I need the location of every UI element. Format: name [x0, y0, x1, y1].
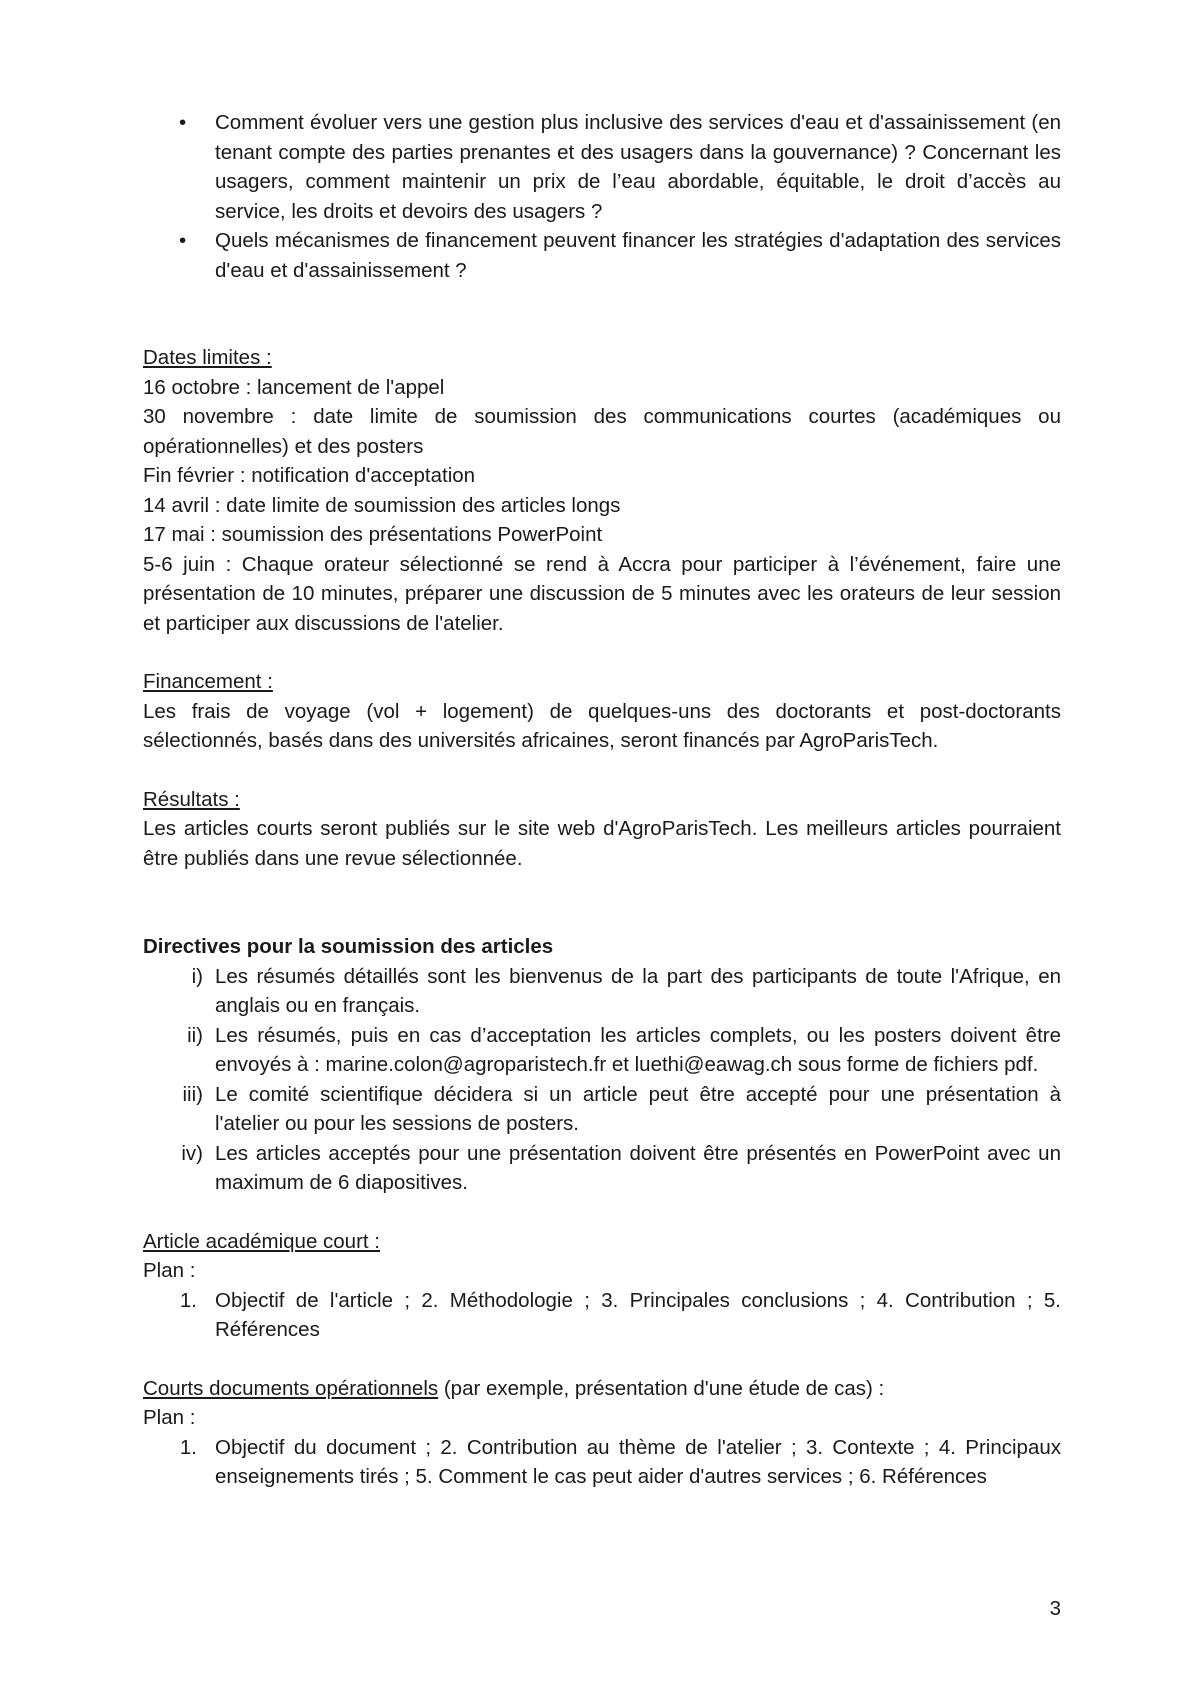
- list-item: [143, 108, 1061, 226]
- date-item: 30 novembre : date limite de soumission des communications courtes (académiques ou opérationnelles) et des posters: [143, 405, 1061, 458]
- date-item: 14 avril : date limite de soumission des articles longs: [143, 493, 621, 517]
- financement-heading: Financement :: [143, 670, 273, 693]
- directive-text: Les articles acceptés pour une présentation doivent être présentés en PowerPoint avec un maximum de 6 diapositives.: [215, 1141, 1061, 1194]
- date-item: Fin février : notification d'acceptation: [143, 464, 476, 487]
- article-academique-heading: Article académique court :: [143, 1229, 381, 1253]
- list-marker: 1.: [179, 1435, 197, 1459]
- list-item: [143, 962, 1061, 1021]
- list-marker: iv): [181, 1141, 203, 1165]
- date-item: 5-6 juin : Chaque orateur sélectionné se rend à Accra pour participer à l’événement, faire une présentation de 10 minutes, préparer une discussion de 5 minutes avec les orateurs de leur session et participer aux discussions de l'atelier.: [143, 552, 1061, 635]
- financement-text: Les frais de voyage (vol + logement) de quelques-uns des doctorants et post-doctorants sélectionnés, basés dans des universités africaines, seront financés par AgroParisTech.: [143, 699, 1061, 752]
- bullet-icon: •: [179, 229, 187, 252]
- plan-label: Plan :: [143, 1259, 196, 1282]
- bullet-icon: •: [179, 111, 187, 134]
- dates-heading: Dates limites :: [143, 346, 272, 369]
- resultats-heading: Résultats :: [143, 787, 240, 811]
- directives-heading: Directives pour la soumission des articles: [143, 935, 554, 958]
- page-number: 3: [1049, 1597, 1061, 1620]
- plan-list: [143, 1433, 1061, 1492]
- list-marker: 1.: [179, 1288, 197, 1312]
- documents-operationnels-heading: Courts documents opérationnels: [143, 1376, 439, 1400]
- dates-section: [143, 343, 1061, 638]
- directive-text: Les résumés détaillés sont les bienvenus de la part des participants de toute l'Afrique, en anglais ou en français.: [215, 964, 1061, 1017]
- directive-text: Les résumés, puis en cas d’acceptation les articles complets, ou les posters doivent être envoyés à : marine.colon@agroparistech.fr et luethi@eawag.ch sous forme de fichiers pdf.: [215, 1023, 1061, 1076]
- list-item: [143, 226, 1061, 285]
- questions-list: [143, 108, 1061, 285]
- documents-operationnels-heading-suffix: (par exemple, présentation d'une étude de cas) :: [438, 1376, 885, 1400]
- date-item: 16 octobre : lancement de l'appel: [143, 375, 445, 399]
- list-item: [143, 1286, 1061, 1345]
- list-marker: iii): [182, 1082, 203, 1106]
- plan-label: Plan :: [143, 1406, 196, 1429]
- list-item: [143, 1021, 1061, 1080]
- plan-text: Objectif de l'article ; 2. Méthodologie ; 3. Principales conclusions ; 4. Contribution ; 5. Références: [215, 1288, 1061, 1341]
- question-text: Comment évoluer vers une gestion plus inclusive des services d'eau et d'assainissement (en tenant compte des parties prenantes et des usagers dans la gouvernance) ? Concernant les usagers, comment maintenir un prix de l’eau abordable, équitable, le droit d’accès au service, les droits et devoirs des usagers ?: [215, 111, 1061, 223]
- directive-text: Le comité scientifique décidera si un article peut être accepté pour une présentation à l'atelier ou pour les sessions de posters.: [215, 1082, 1061, 1135]
- directives-list: [143, 962, 1061, 1198]
- financement-section: [143, 667, 1061, 756]
- date-item: 17 mai : soumission des présentations PowerPoint: [143, 523, 603, 546]
- documents-operationnels-heading-line: [143, 1374, 1061, 1404]
- plan-list: [143, 1286, 1061, 1345]
- list-item: [143, 1139, 1061, 1198]
- list-marker: ii): [187, 1023, 203, 1047]
- documents-operationnels-section: [143, 1374, 1061, 1492]
- list-marker: i): [191, 964, 203, 988]
- list-item: [143, 1080, 1061, 1139]
- page-content: [143, 108, 1061, 1492]
- plan-text: Objectif du document ; 2. Contribution au thème de l'atelier ; 3. Contexte ; 4. Principaux enseignements tirés ; 5. Comment le cas peut aider d'autres services ; 6. Références: [215, 1435, 1061, 1488]
- list-item: [143, 1433, 1061, 1492]
- resultats-text: Les articles courts seront publiés sur le site web d'AgroParisTech. Les meilleurs articles pourraient être publiés dans une revue sélectionnée.: [143, 817, 1061, 870]
- resultats-section: [143, 785, 1061, 874]
- directives-section: [143, 932, 1061, 1198]
- article-academique-section: [143, 1227, 1061, 1345]
- question-text: Quels mécanismes de financement peuvent financer les stratégies d'adaptation des services d'eau et d'assainissement ?: [215, 229, 1061, 282]
